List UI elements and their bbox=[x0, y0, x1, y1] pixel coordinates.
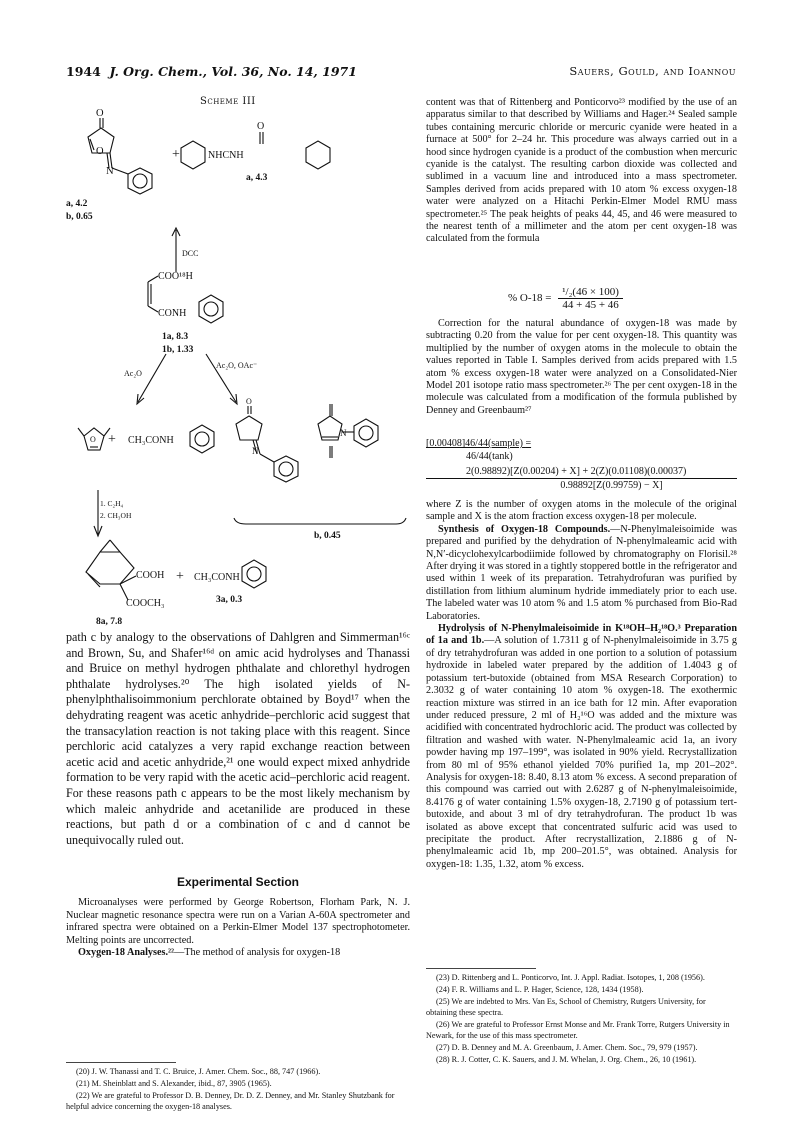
page-number-journal bbox=[66, 64, 357, 79]
ester-cooch3: COOCH₃ bbox=[126, 598, 165, 609]
label-8a: 8a, 7.8 bbox=[96, 617, 123, 626]
formula-fraction bbox=[558, 286, 623, 311]
body-paragraph: content was that of Rittenberg and Ponticorvo²³ modified by the use of an apparatus similar to that described by Williams and Hager.²⁴ Sealed sample tubes containing mercuric chloride or mercuric cyanide were heated in a furnace at 500° for 2–24 hr. This procedure was always carried out in a hood since hydrogen cyanide is a product of the combustion when mercuric cyanide is the catalyst. The resulting carbon dioxide was collected and sublimed in a vacuum line and introduced into a mass spectrometer. Samples derived from acids prepared with 10 atom % excess oxygen-18 water were analyzed on a Hitachi Perkin-Elmer Model RMU mass spectrometer.²⁵ The peak heights of peaks 44, 45, and 46 were measured to the nearest tenth of a millimeter and the atom per cent oxygen-18 was calculated from the formula bbox=[426, 97, 737, 245]
plus-sign: + bbox=[172, 147, 180, 162]
acid-cooh: COO¹⁸H bbox=[158, 271, 193, 282]
exp-paragraph-1: Microanalyses were performed by George Robertson, Florham Park, N. J. Nuclear magnetic resonance spectra were run on a Varian A-60A spectrometer and infrared spectra were obtained on a Perkin-Elmer Model 137 spectrophotometer. Melting points are uncorrected. bbox=[66, 897, 410, 946]
scheme-title: Scheme III bbox=[200, 96, 256, 107]
footnotes-right bbox=[426, 972, 737, 1066]
para-text: —The method of analysis for oxygen-18 bbox=[174, 947, 341, 959]
formula-denominator: 44 + 45 + 46 bbox=[562, 299, 619, 311]
right-body-text bbox=[426, 499, 737, 871]
author-names: Sauers, Gould, and Ioannou bbox=[569, 64, 736, 78]
footnotes-left bbox=[66, 1066, 410, 1113]
label-1b: 1b, 1.33 bbox=[162, 345, 194, 355]
right-mid-text bbox=[426, 318, 737, 417]
footnote: (24) F. R. Williams and L. P. Hager, Science, 128, 1434 (1958). bbox=[436, 985, 644, 994]
o-atom: O bbox=[90, 435, 96, 444]
label-1a: 1a, 8.3 bbox=[162, 332, 189, 342]
ac2o-oac-label: Ac₂O, OAc⁻ bbox=[216, 361, 258, 370]
reaction-scheme bbox=[66, 106, 416, 626]
footnote: (21) M. Sheinblatt and S. Alexander, ibid., 87, 3905 (1965). bbox=[76, 1079, 272, 1088]
formula2-line1 bbox=[426, 437, 737, 450]
ac2o-label: Ac₂O bbox=[124, 369, 142, 378]
o-atom: O bbox=[96, 146, 104, 157]
footnote: (28) R. J. Cotter, C. K. Sauers, and J. M. Whelan, J. Org. Chem., 26, 10 (1961). bbox=[436, 1055, 697, 1064]
maleimide-structure bbox=[318, 404, 378, 458]
body-paragraph: Correction for the natural abundance of oxygen-18 was made by subtracting 0.20 from the value for per cent oxygen-18. This quantity was multiplied by the number of oxygen atoms in the molecule to obtain the values reported in Table I. Samples derived from acids prepared with 1.5 atom % excess oxygen-18 water were analyzed on a Consolidated-Nier Model 201 isotope ratio mass spectrometer.²⁶ The per cent oxygen-18 in the molecule was calculated from a modification of the formula published by Denney and Greenbaum²⁷ bbox=[426, 318, 737, 416]
formula-o18 bbox=[508, 286, 623, 311]
hydrolysis-paragraph bbox=[426, 623, 737, 871]
where-paragraph: where Z is the number of oxygen atoms in the molecule of the original sample and X is the atom fraction excess oxygen-18 per molecule. bbox=[426, 499, 737, 523]
page-number: 1944 bbox=[66, 64, 101, 79]
footnote: (25) We are indebted to Mrs. Van Es, School of Chemistry, Rutgers University, for obtaining these spectra. bbox=[426, 997, 706, 1017]
para-text: —N-Phenylmaleisoimide was prepared and purified by the dehydration of N-phenylmaleamic acid with N,N′-dicyclohexylcarbodiimide followed by chromatography on Florisil.²⁸ After drying it was stored in a tightly stoppered bottle in the refrigerator and used within 1 week of its preparation. Tetrahydrofuran was purified by distillation from lithium aluminum hydride immediately prior to each use. The labeled water was 10 atom % and 1.5 atom % purchased from Bio-Rad Laboratories. bbox=[426, 523, 737, 622]
ester-cooh: COOH bbox=[136, 570, 165, 581]
formula2-line3: 2(0.98892)[Z(0.00204) + X] + 2(Z)(0.01108)(0.00037) bbox=[466, 466, 687, 477]
step2-label: 2. CH₃OH bbox=[100, 511, 132, 520]
section-heading: Experimental Section bbox=[176, 875, 300, 889]
urea-structure bbox=[181, 132, 330, 169]
formula2-line2: 46/44(tank) bbox=[466, 451, 513, 462]
experimental-text bbox=[66, 897, 410, 960]
footnote: (20) J. W. Thanassi and T. C. Bruice, J. Amer. Chem. Soc., 88, 747 (1966). bbox=[76, 1067, 321, 1076]
footnote: (27) D. B. Denney and M. A. Greenbaum, J. Amer. Chem. Soc., 79, 979 (1957). bbox=[436, 1043, 698, 1052]
o-atom: O bbox=[96, 108, 104, 119]
body-paragraph: path c by analogy to the observations of Dahlgren and Simmerman¹⁶ᶜ and Brown, Su, and Shafer¹⁶ᵈ on amic acid hydrolyses and Thanassi and Bruice on methyl hydrogen phthalate and chlorethyl hydrogen phthalate hydrolyses.²⁰ The high isolated yields of N-phenylphthalisoimmonium perchlorate obtained by Boyd¹⁷ when the dehydrating reagent was acetic anhydride–perchloric acid suggest that the transacylation reaction is not taking place with this reagent. Since perchloric acid catalyzes a very rapid exchange reaction between acetic acid and acetic anhydride,²¹ one would expect mixed anhydride formation to be very rapid with the acetic acid–perchloric acid reagent. For these reasons path c appears to be the most likely mechanism by which maleic anhydride and acetanilide are produced in these reactions, but path d or a combination of c and d cannot be unequivocally ruled out. bbox=[66, 630, 410, 847]
dcc-label: DCC bbox=[182, 249, 199, 258]
step1-label: 1. C₂H₄ bbox=[100, 499, 124, 508]
footnote-divider bbox=[426, 968, 536, 969]
plus-sign: + bbox=[176, 569, 184, 584]
acid-conh: CONH bbox=[158, 308, 187, 319]
label-urea: a, 4.3 bbox=[246, 173, 268, 183]
n-atom: N bbox=[252, 446, 259, 456]
formula2-line4: 0.98892[Z(0.99759) − X] bbox=[426, 478, 737, 492]
isoimide-structure-2 bbox=[236, 406, 298, 482]
right-top-text bbox=[426, 97, 737, 246]
formula-numerator: ¹/₂(46 × 100) bbox=[558, 286, 623, 299]
left-body-text bbox=[66, 630, 410, 848]
label-b-top: b, 0.65 bbox=[66, 212, 93, 222]
footnote: (23) D. Rittenberg and L. Ponticorvo, Int. J. Appl. Radiat. Isotopes, 1, 208 (1956). bbox=[436, 973, 705, 982]
n-atom: N bbox=[106, 166, 114, 177]
label-a-top: a, 4.2 bbox=[66, 199, 88, 209]
footnote: (22) We are grateful to Professor D. B. Denney, Dr. D. Z. Denney, and Mr. Stanley Shutzbank for helpful advice concerning the oxygen-18 analyses. bbox=[66, 1091, 395, 1111]
para-heading: Oxygen-18 Analyses.²² bbox=[78, 947, 175, 959]
urea-group: NHCNH bbox=[208, 150, 244, 161]
acetanilide-label: CH₃CONH bbox=[128, 435, 174, 446]
urea-oxygen: O bbox=[257, 121, 265, 132]
label-b045: b, 0.45 bbox=[314, 531, 341, 541]
para-heading: Synthesis of Oxygen-18 Compounds. bbox=[438, 523, 611, 535]
norbornene-structure bbox=[86, 540, 136, 600]
para-text: —A solution of 1.7311 g of N-phenylmaleisoimide in 3.75 g of dry tetrahydrofuran was added in one portion to a solution of potassium hydroxide in labeled water prepared by the addition of 1.4043 g of potassium tert-butoxide (obtained from MSA Research Corporation) to 2.3032 g of water containing 10 atom % oxygen-18. The exothermic reaction mixture was stirred in an ice bath for 12 min. After evaporation under reduced pressure, 2 ml of H₂¹⁶O was added and the mixture was acidified with concentrated hydrochloric acid. The product was collected by filtration and washed with water. N-Phenylmaleamic acid 1a, an ivory powder having mp 197–199°, was isolated in 90% yield. Recrystallization from 80 ml of 95% ethanol yielded 70% purified 1a, mp 201–202°. Analysis for oxygen-18: 8.40, 8.13 atom % excess. A second preparation of this compound was carried out with 2.6287 g of N-phenylmaleisoimide, 8.4176 g of water containing 1.5% oxygen-18, 2.7190 g of potassium tert-butoxide, and about 3 ml of dry tetrahydrofuran. The product 1b was isolated as above except that concentrated sulfuric acid was used to precipitate the product. After recrystallization, 2.1886 g of N-phenylmaleamic acid 1b, mp 200–201.5°, was obtained. Analysis for oxygen-18: 1.35, 1.32, atom % excess. bbox=[426, 635, 737, 870]
synthesis-paragraph bbox=[426, 524, 737, 623]
footnote: (26) We are grateful to Professor Ernst Monse and Mr. Frank Torre, Rutgers University in Newark, for the use of this mass spectrometer. bbox=[426, 1020, 730, 1040]
exp-paragraph-2 bbox=[66, 947, 410, 960]
formula-lhs: % O-18 = bbox=[508, 292, 552, 305]
running-header bbox=[66, 64, 736, 84]
n-atom: N bbox=[340, 428, 347, 438]
label-3a: 3a, 0.3 bbox=[216, 595, 243, 605]
para-heading: Hydrolysis of N-Phenylmaleisoimide in K¹⁸OH–H₂¹⁸O.³ Preparation of 1a and 1b. bbox=[426, 623, 737, 647]
acetanilide-label-2: CH₃CONH bbox=[194, 572, 240, 583]
journal-citation: J. Org. Chem., Vol. 36, No. 14, 1971 bbox=[109, 64, 357, 79]
o-atom: O bbox=[246, 397, 252, 406]
plus-sign: + bbox=[108, 432, 116, 447]
formula2-eq: = bbox=[525, 438, 532, 449]
formula2-sample: [0.00408]46/44(sample) bbox=[426, 438, 523, 449]
footnote-divider bbox=[66, 1062, 176, 1063]
formula-denney bbox=[426, 437, 737, 492]
